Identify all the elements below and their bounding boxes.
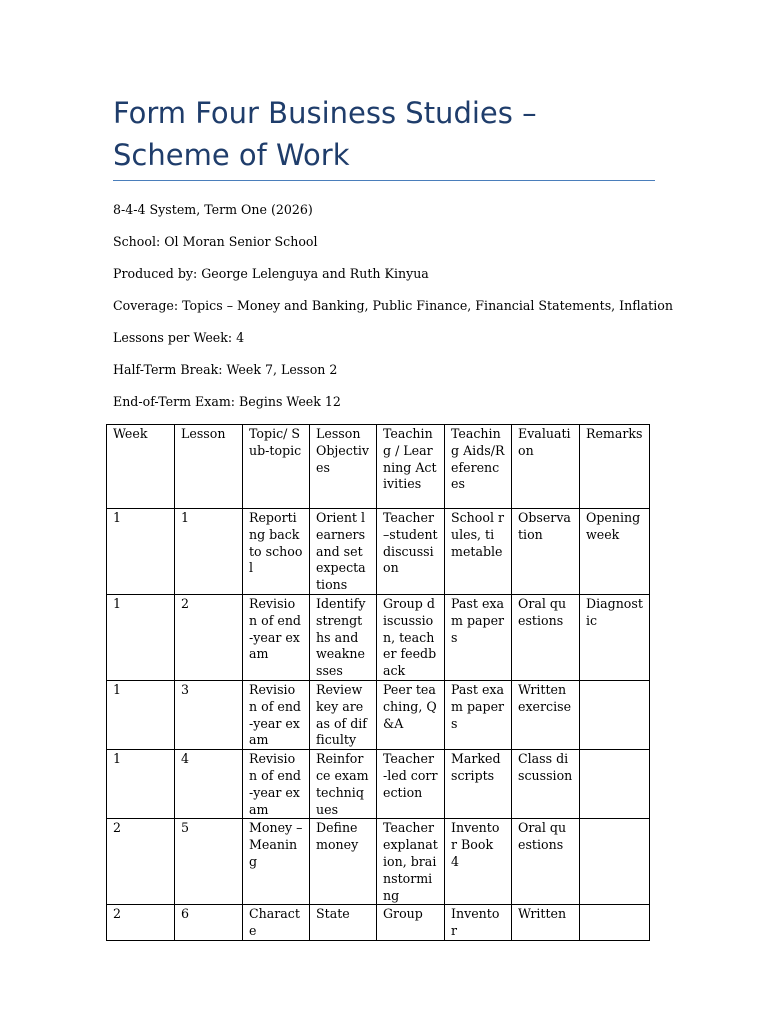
cell-evaluation: Written xyxy=(512,905,580,941)
document-meta xyxy=(113,200,673,424)
cell-evaluation: Written exercise xyxy=(512,680,580,749)
cell-aids: Marked scripts xyxy=(445,750,512,819)
cell-lesson: 6 xyxy=(175,905,243,941)
cell-week: 1 xyxy=(107,509,175,595)
cell-week: 1 xyxy=(107,750,175,819)
cell-aids: Inventor xyxy=(445,905,512,941)
meta-lessons-per-week: Lessons per Week: 4 xyxy=(113,330,245,345)
cell-topic: Characte xyxy=(243,905,310,941)
cell-activities: Group xyxy=(377,905,445,941)
cell-week: 2 xyxy=(107,905,175,941)
cell-aids: Inventor Book 4 xyxy=(445,819,512,905)
cell-aids: School rules, timetable xyxy=(445,509,512,595)
cell-remarks: Opening week xyxy=(580,509,650,595)
header-aids: Teaching Aids/References xyxy=(445,425,512,509)
cell-topic: Reporting back to school xyxy=(243,509,310,595)
cell-remarks xyxy=(580,750,650,819)
table-row xyxy=(107,594,650,680)
cell-week: 2 xyxy=(107,819,175,905)
cell-objectives: Reinforce exam techniques xyxy=(310,750,377,819)
header-objectives: Lesson Objectives xyxy=(310,425,377,509)
meta-produced-by: Produced by: George Lelenguya and Ruth Kinyua xyxy=(113,266,429,281)
table-row xyxy=(107,680,650,749)
cell-lesson: 4 xyxy=(175,750,243,819)
cell-evaluation: Oral questions xyxy=(512,819,580,905)
meta-half-term-break: Half-Term Break: Week 7, Lesson 2 xyxy=(113,362,338,377)
title-underline xyxy=(113,180,655,181)
cell-evaluation: Class discussion xyxy=(512,750,580,819)
cell-objectives: Define money xyxy=(310,819,377,905)
header-week: Week xyxy=(107,425,175,509)
cell-evaluation: Oral questions xyxy=(512,594,580,680)
cell-activities: Peer teaching, Q&A xyxy=(377,680,445,749)
cell-lesson: 1 xyxy=(175,509,243,595)
cell-objectives: Orient learners and set expectations xyxy=(310,509,377,595)
meta-school: School: Ol Moran Senior School xyxy=(113,234,318,249)
table-header-row xyxy=(107,425,650,509)
scheme-of-work-table xyxy=(106,424,650,941)
cell-aids: Past exam papers xyxy=(445,680,512,749)
table-row xyxy=(107,819,650,905)
cell-remarks xyxy=(580,905,650,941)
cell-remarks: Diagnostic xyxy=(580,594,650,680)
meta-system-term: 8-4-4 System, Term One (2026) xyxy=(113,202,313,217)
cell-activities: Group discussion, teacher feedback xyxy=(377,594,445,680)
cell-week: 1 xyxy=(107,680,175,749)
cell-remarks xyxy=(580,819,650,905)
cell-remarks xyxy=(580,680,650,749)
header-evaluation: Evaluation xyxy=(512,425,580,509)
cell-week: 1 xyxy=(107,594,175,680)
cell-aids: Past exam papers xyxy=(445,594,512,680)
cell-objectives: Review key areas of difficulty xyxy=(310,680,377,749)
header-topic: Topic/ Sub-topic xyxy=(243,425,310,509)
cell-lesson: 3 xyxy=(175,680,243,749)
cell-topic: Revision of end-year exam xyxy=(243,594,310,680)
header-remarks: Remarks xyxy=(580,425,650,509)
cell-lesson: 2 xyxy=(175,594,243,680)
meta-end-of-term-exam: End-of-Term Exam: Begins Week 12 xyxy=(113,394,341,409)
cell-activities: Teacher-led correction xyxy=(377,750,445,819)
cell-activities: Teacher explanation, brainstorming xyxy=(377,819,445,905)
cell-lesson: 5 xyxy=(175,819,243,905)
cell-topic: Revision of end-year exam xyxy=(243,750,310,819)
cell-evaluation: Observation xyxy=(512,509,580,595)
header-lesson: Lesson xyxy=(175,425,243,509)
header-activities: Teaching / Learning Activities xyxy=(377,425,445,509)
table-row xyxy=(107,750,650,819)
cell-objectives: Identify strengths and weaknesses xyxy=(310,594,377,680)
cell-topic: Money – Meaning xyxy=(243,819,310,905)
table-row xyxy=(107,905,650,941)
table-row xyxy=(107,509,650,595)
document-title: Form Four Business Studies – Scheme of Work xyxy=(113,96,537,172)
cell-objectives: State xyxy=(310,905,377,941)
meta-coverage: Coverage: Topics – Money and Banking, Public Finance, Financial Statements, Inflation xyxy=(113,298,673,313)
cell-activities: Teacher –student discussion xyxy=(377,509,445,595)
cell-topic: Revision of end-year exam xyxy=(243,680,310,749)
